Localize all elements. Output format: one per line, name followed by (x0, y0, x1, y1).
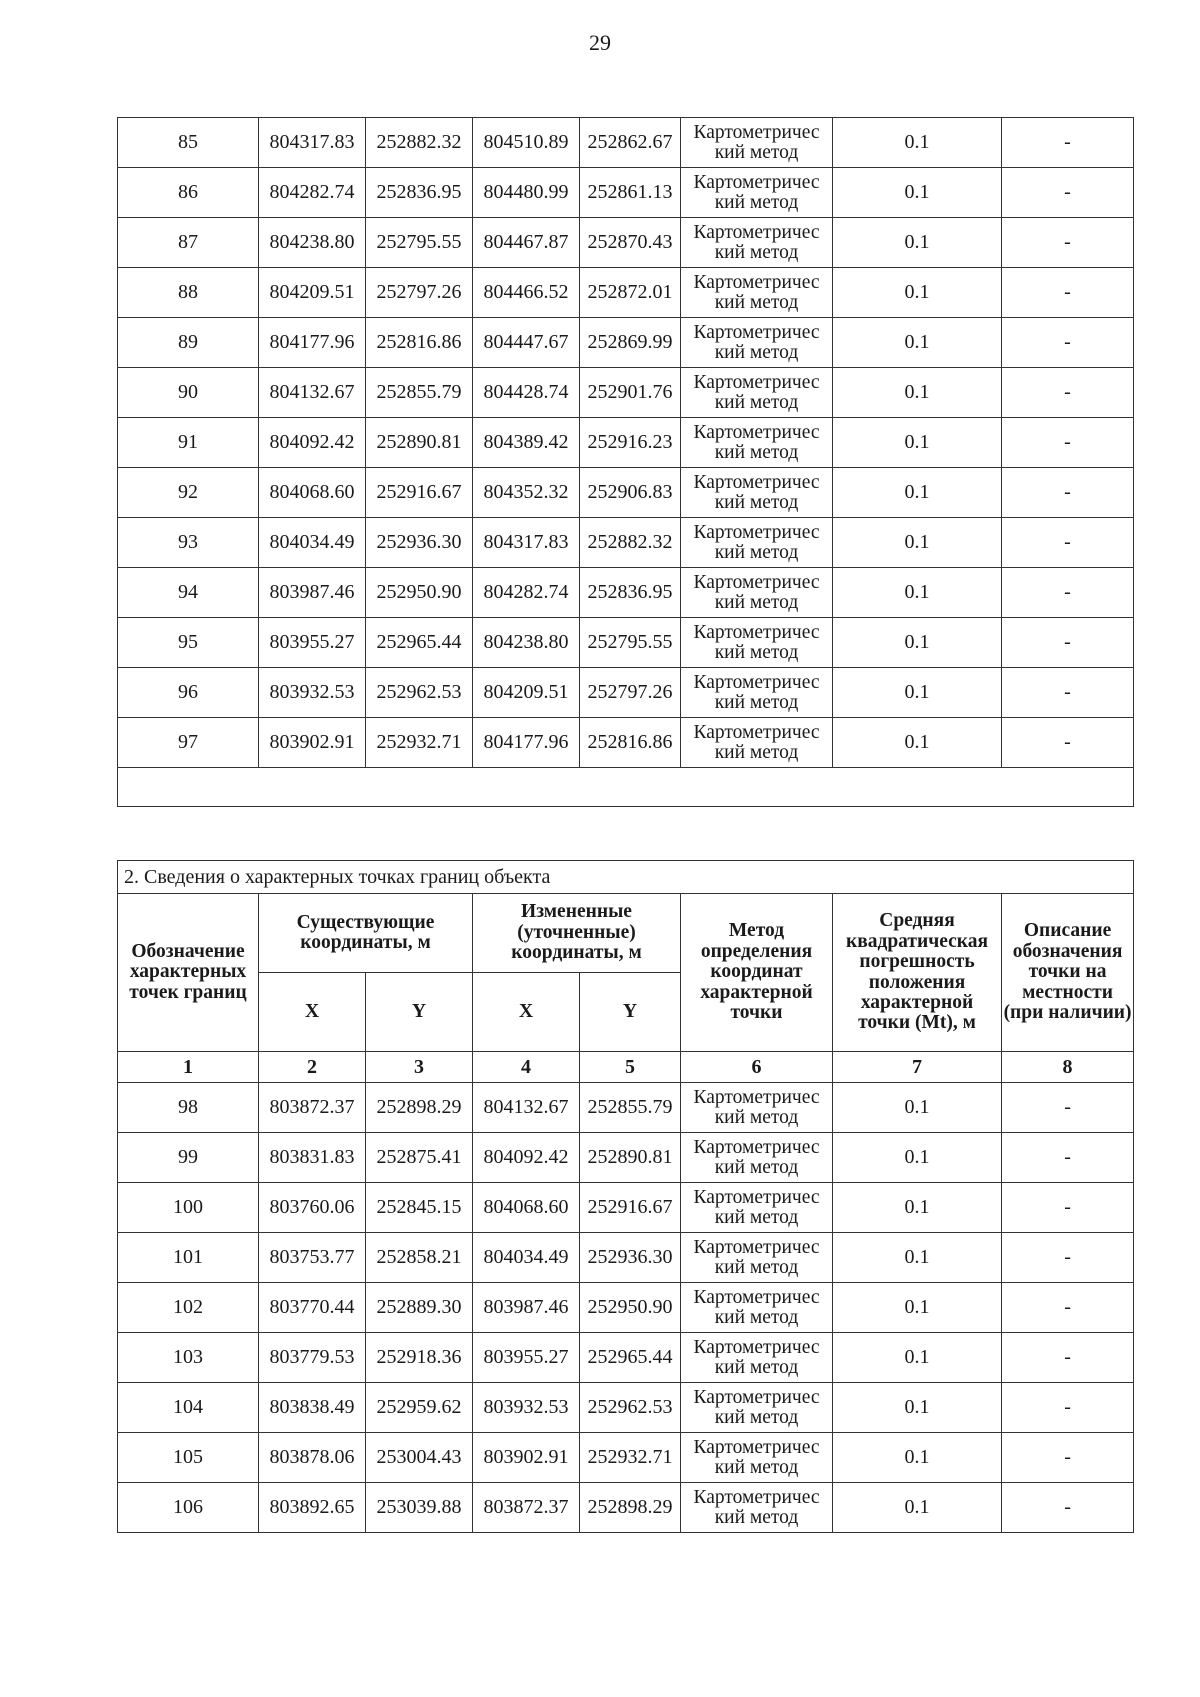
cell-method: Картометричес кий метод (681, 618, 833, 668)
cell-changed-y: 252901.76 (580, 368, 681, 418)
cell-changed-x: 803987.46 (473, 1283, 580, 1333)
cell-existing-y: 253004.43 (366, 1433, 473, 1483)
cell-changed-y: 252797.26 (580, 668, 681, 718)
cell-point-id: 91 (118, 418, 259, 468)
cell-error-mt: 0.1 (833, 1333, 1002, 1383)
cell-changed-y: 252872.01 (580, 268, 681, 318)
table-row (118, 1283, 1134, 1333)
cell-method: Картометричес кий метод (681, 668, 833, 718)
cell-error-mt: 0.1 (833, 668, 1002, 718)
cell-point-id: 89 (118, 318, 259, 368)
cell-description: - (1002, 418, 1134, 468)
cell-error-mt: 0.1 (833, 468, 1002, 518)
cell-changed-y: 252869.99 (580, 318, 681, 368)
boundary-points-table (117, 860, 1134, 1533)
cell-existing-y: 252959.62 (366, 1383, 473, 1433)
cell-changed-x: 803872.37 (473, 1483, 580, 1533)
cell-method: Картометричес кий метод (681, 1483, 833, 1533)
cell-error-mt: 0.1 (833, 1183, 1002, 1233)
cell-existing-x: 803987.46 (259, 568, 366, 618)
cell-existing-y: 252875.41 (366, 1133, 473, 1183)
cell-method: Картометричес кий метод (681, 418, 833, 468)
cell-existing-x: 803932.53 (259, 668, 366, 718)
cell-method: Картометричес кий метод (681, 1133, 833, 1183)
cell-description: - (1002, 1333, 1134, 1383)
cell-description: - (1002, 718, 1134, 768)
cell-existing-x: 803753.77 (259, 1233, 366, 1283)
cell-existing-x: 804132.67 (259, 368, 366, 418)
cell-error-mt: 0.1 (833, 1083, 1002, 1133)
cell-point-id: 100 (118, 1183, 259, 1233)
cell-changed-x: 804092.42 (473, 1133, 580, 1183)
cell-existing-x: 804034.49 (259, 518, 366, 568)
cell-existing-y: 252916.67 (366, 468, 473, 518)
table-caption: 2. Сведения о характерных точках границ объекта (118, 861, 1134, 894)
cell-method: Картометричес кий метод (681, 168, 833, 218)
cell-changed-y: 252962.53 (580, 1383, 681, 1433)
cell-existing-y: 252936.30 (366, 518, 473, 568)
cell-method: Картометричес кий метод (681, 318, 833, 368)
cell-changed-x: 803932.53 (473, 1383, 580, 1433)
boundary-points-table-continued (117, 117, 1134, 807)
column-number: 5 (580, 1052, 681, 1083)
cell-existing-x: 804068.60 (259, 468, 366, 518)
cell-existing-x: 803872.37 (259, 1083, 366, 1133)
cell-point-id: 96 (118, 668, 259, 718)
cell-existing-x: 804092.42 (259, 418, 366, 468)
cell-existing-y: 252795.55 (366, 218, 473, 268)
cell-error-mt: 0.1 (833, 368, 1002, 418)
cell-point-id: 85 (118, 118, 259, 168)
table-row (118, 118, 1134, 168)
cell-method: Картометричес кий метод (681, 368, 833, 418)
cell-description: - (1002, 268, 1134, 318)
column-number: 8 (1002, 1052, 1134, 1083)
cell-point-id: 94 (118, 568, 259, 618)
table-row (118, 1433, 1134, 1483)
cell-error-mt: 0.1 (833, 268, 1002, 318)
table-row (118, 318, 1134, 368)
cell-error-mt: 0.1 (833, 718, 1002, 768)
cell-changed-y: 252855.79 (580, 1083, 681, 1133)
cell-description: - (1002, 1183, 1134, 1233)
header-y-existing: Y (366, 973, 473, 1052)
cell-changed-y: 252862.67 (580, 118, 681, 168)
cell-changed-y: 252898.29 (580, 1483, 681, 1533)
cell-existing-y: 252898.29 (366, 1083, 473, 1133)
cell-description: - (1002, 1133, 1134, 1183)
cell-description: - (1002, 168, 1134, 218)
cell-description: - (1002, 618, 1134, 668)
cell-changed-x: 804282.74 (473, 568, 580, 618)
cell-error-mt: 0.1 (833, 1383, 1002, 1433)
column-number: 3 (366, 1052, 473, 1083)
cell-method: Картометричес кий метод (681, 1083, 833, 1133)
cell-description: - (1002, 1083, 1134, 1133)
cell-error-mt: 0.1 (833, 218, 1002, 268)
cell-existing-y: 252836.95 (366, 168, 473, 218)
cell-existing-y: 252882.32 (366, 118, 473, 168)
cell-point-id: 95 (118, 618, 259, 668)
cell-description: - (1002, 568, 1134, 618)
cell-existing-y: 252890.81 (366, 418, 473, 468)
header-changed-coordinates: Измененные (уточненные) координаты, м (473, 894, 681, 973)
cell-changed-y: 252890.81 (580, 1133, 681, 1183)
header-existing-coordinates: Существующие координаты, м (259, 894, 473, 973)
table-row (118, 1183, 1134, 1233)
cell-point-id: 88 (118, 268, 259, 318)
cell-point-id: 98 (118, 1083, 259, 1133)
cell-changed-x: 804447.67 (473, 318, 580, 368)
table-row (118, 618, 1134, 668)
cell-method: Картометричес кий метод (681, 1333, 833, 1383)
cell-existing-x: 804209.51 (259, 268, 366, 318)
cell-existing-x: 804317.83 (259, 118, 366, 168)
header-designation: Обозначение характерных точек границ (118, 894, 259, 1052)
cell-changed-x: 803955.27 (473, 1333, 580, 1383)
cell-error-mt: 0.1 (833, 118, 1002, 168)
column-number: 4 (473, 1052, 580, 1083)
cell-existing-y: 252845.15 (366, 1183, 473, 1233)
header-method: Метод определения координат характерной точки (681, 894, 833, 1052)
cell-method: Картометричес кий метод (681, 718, 833, 768)
cell-changed-x: 804510.89 (473, 118, 580, 168)
cell-description: - (1002, 368, 1134, 418)
table-row (118, 368, 1134, 418)
cell-changed-y: 252932.71 (580, 1433, 681, 1483)
cell-changed-y: 252965.44 (580, 1333, 681, 1383)
cell-error-mt: 0.1 (833, 318, 1002, 368)
cell-description: - (1002, 668, 1134, 718)
table-row (118, 168, 1134, 218)
cell-description: - (1002, 1283, 1134, 1333)
cell-error-mt: 0.1 (833, 618, 1002, 668)
table-row (118, 418, 1134, 468)
cell-point-id: 90 (118, 368, 259, 418)
table-row (118, 268, 1134, 318)
cell-changed-y: 252795.55 (580, 618, 681, 668)
cell-existing-y: 252858.21 (366, 1233, 473, 1283)
cell-error-mt: 0.1 (833, 1233, 1002, 1283)
cell-error-mt: 0.1 (833, 418, 1002, 468)
cell-existing-x: 804238.80 (259, 218, 366, 268)
cell-changed-x: 804132.67 (473, 1083, 580, 1133)
table-row (118, 1133, 1134, 1183)
cell-existing-x: 803892.65 (259, 1483, 366, 1533)
column-number: 6 (681, 1052, 833, 1083)
cell-error-mt: 0.1 (833, 168, 1002, 218)
cell-method: Картометричес кий метод (681, 1383, 833, 1433)
cell-existing-y: 252797.26 (366, 268, 473, 318)
cell-point-id: 87 (118, 218, 259, 268)
cell-error-mt: 0.1 (833, 1133, 1002, 1183)
cell-existing-y: 252932.71 (366, 718, 473, 768)
table-row (118, 1383, 1134, 1433)
cell-changed-y: 252906.83 (580, 468, 681, 518)
cell-description: - (1002, 468, 1134, 518)
cell-description: - (1002, 1233, 1134, 1283)
cell-changed-x: 804209.51 (473, 668, 580, 718)
cell-changed-y: 252936.30 (580, 1233, 681, 1283)
page-number: 29 (589, 30, 611, 55)
cell-point-id: 102 (118, 1283, 259, 1333)
cell-point-id: 99 (118, 1133, 259, 1183)
cell-existing-x: 803902.91 (259, 718, 366, 768)
cell-error-mt: 0.1 (833, 568, 1002, 618)
cell-existing-x: 803760.06 (259, 1183, 366, 1233)
cell-point-id: 103 (118, 1333, 259, 1383)
cell-point-id: 92 (118, 468, 259, 518)
cell-existing-y: 252962.53 (366, 668, 473, 718)
table-footer-row (118, 768, 1134, 807)
cell-changed-x: 804352.32 (473, 468, 580, 518)
cell-changed-y: 252882.32 (580, 518, 681, 568)
cell-method: Картометричес кий метод (681, 1183, 833, 1233)
cell-changed-y: 252950.90 (580, 1283, 681, 1333)
cell-point-id: 105 (118, 1433, 259, 1483)
table-row (118, 218, 1134, 268)
column-number: 7 (833, 1052, 1002, 1083)
header-error: Средняя квадратическая погрешность положения характерной точки (Mt), м (833, 894, 1002, 1052)
cell-description: - (1002, 318, 1134, 368)
cell-existing-y: 252816.86 (366, 318, 473, 368)
cell-description: - (1002, 1483, 1134, 1533)
cell-description: - (1002, 218, 1134, 268)
cell-error-mt: 0.1 (833, 1483, 1002, 1533)
cell-existing-x: 804282.74 (259, 168, 366, 218)
cell-changed-x: 804467.87 (473, 218, 580, 268)
cell-existing-y: 253039.88 (366, 1483, 473, 1533)
cell-point-id: 101 (118, 1233, 259, 1283)
cell-changed-x: 804238.80 (473, 618, 580, 668)
header-x-changed: X (473, 973, 580, 1052)
cell-description: - (1002, 1383, 1134, 1433)
cell-changed-y: 252816.86 (580, 718, 681, 768)
cell-existing-y: 252950.90 (366, 568, 473, 618)
table-row (118, 518, 1134, 568)
cell-description: - (1002, 118, 1134, 168)
cell-changed-x: 804177.96 (473, 718, 580, 768)
cell-point-id: 86 (118, 168, 259, 218)
cell-changed-x: 804480.99 (473, 168, 580, 218)
cell-changed-y: 252870.43 (580, 218, 681, 268)
column-number: 2 (259, 1052, 366, 1083)
cell-changed-y: 252916.23 (580, 418, 681, 468)
table-row (118, 568, 1134, 618)
cell-existing-y: 252855.79 (366, 368, 473, 418)
cell-existing-x: 803955.27 (259, 618, 366, 668)
cell-method: Картометричес кий метод (681, 468, 833, 518)
header-y-changed: Y (580, 973, 681, 1052)
table-row (118, 1333, 1134, 1383)
cell-changed-x: 804466.52 (473, 268, 580, 318)
cell-point-id: 97 (118, 718, 259, 768)
header-description: Описание обозначения точки на местности (при наличии) (1002, 894, 1134, 1052)
cell-method: Картометричес кий метод (681, 1433, 833, 1483)
cell-existing-x: 803878.06 (259, 1433, 366, 1483)
cell-description: - (1002, 1433, 1134, 1483)
cell-changed-y: 252916.67 (580, 1183, 681, 1233)
cell-existing-x: 803831.83 (259, 1133, 366, 1183)
table-row (118, 668, 1134, 718)
cell-method: Картометричес кий метод (681, 118, 833, 168)
table-row (118, 1083, 1134, 1133)
cell-changed-x: 803902.91 (473, 1433, 580, 1483)
cell-existing-x: 804177.96 (259, 318, 366, 368)
cell-method: Картометричес кий метод (681, 568, 833, 618)
table-row (118, 718, 1134, 768)
cell-existing-y: 252918.36 (366, 1333, 473, 1383)
table-row (118, 1233, 1134, 1283)
cell-point-id: 93 (118, 518, 259, 568)
cell-method: Картометричес кий метод (681, 1233, 833, 1283)
cell-point-id: 106 (118, 1483, 259, 1533)
header-x-existing: X (259, 973, 366, 1052)
cell-changed-x: 804034.49 (473, 1233, 580, 1283)
cell-error-mt: 0.1 (833, 518, 1002, 568)
cell-changed-y: 252836.95 (580, 568, 681, 618)
cell-changed-x: 804068.60 (473, 1183, 580, 1233)
cell-point-id: 104 (118, 1383, 259, 1433)
cell-changed-x: 804317.83 (473, 518, 580, 568)
cell-method: Картометричес кий метод (681, 268, 833, 318)
cell-existing-x: 803779.53 (259, 1333, 366, 1383)
cell-existing-y: 252965.44 (366, 618, 473, 668)
cell-error-mt: 0.1 (833, 1433, 1002, 1483)
cell-description: - (1002, 518, 1134, 568)
cell-changed-x: 804428.74 (473, 368, 580, 418)
table-row (118, 468, 1134, 518)
cell-existing-x: 803838.49 (259, 1383, 366, 1433)
cell-method: Картометричес кий метод (681, 218, 833, 268)
cell-existing-x: 803770.44 (259, 1283, 366, 1333)
cell-method: Картометричес кий метод (681, 1283, 833, 1333)
cell-method: Картометричес кий метод (681, 518, 833, 568)
table-row (118, 1483, 1134, 1533)
cell-error-mt: 0.1 (833, 1283, 1002, 1333)
cell-changed-y: 252861.13 (580, 168, 681, 218)
cell-changed-x: 804389.42 (473, 418, 580, 468)
column-number: 1 (118, 1052, 259, 1083)
cell-existing-y: 252889.30 (366, 1283, 473, 1333)
